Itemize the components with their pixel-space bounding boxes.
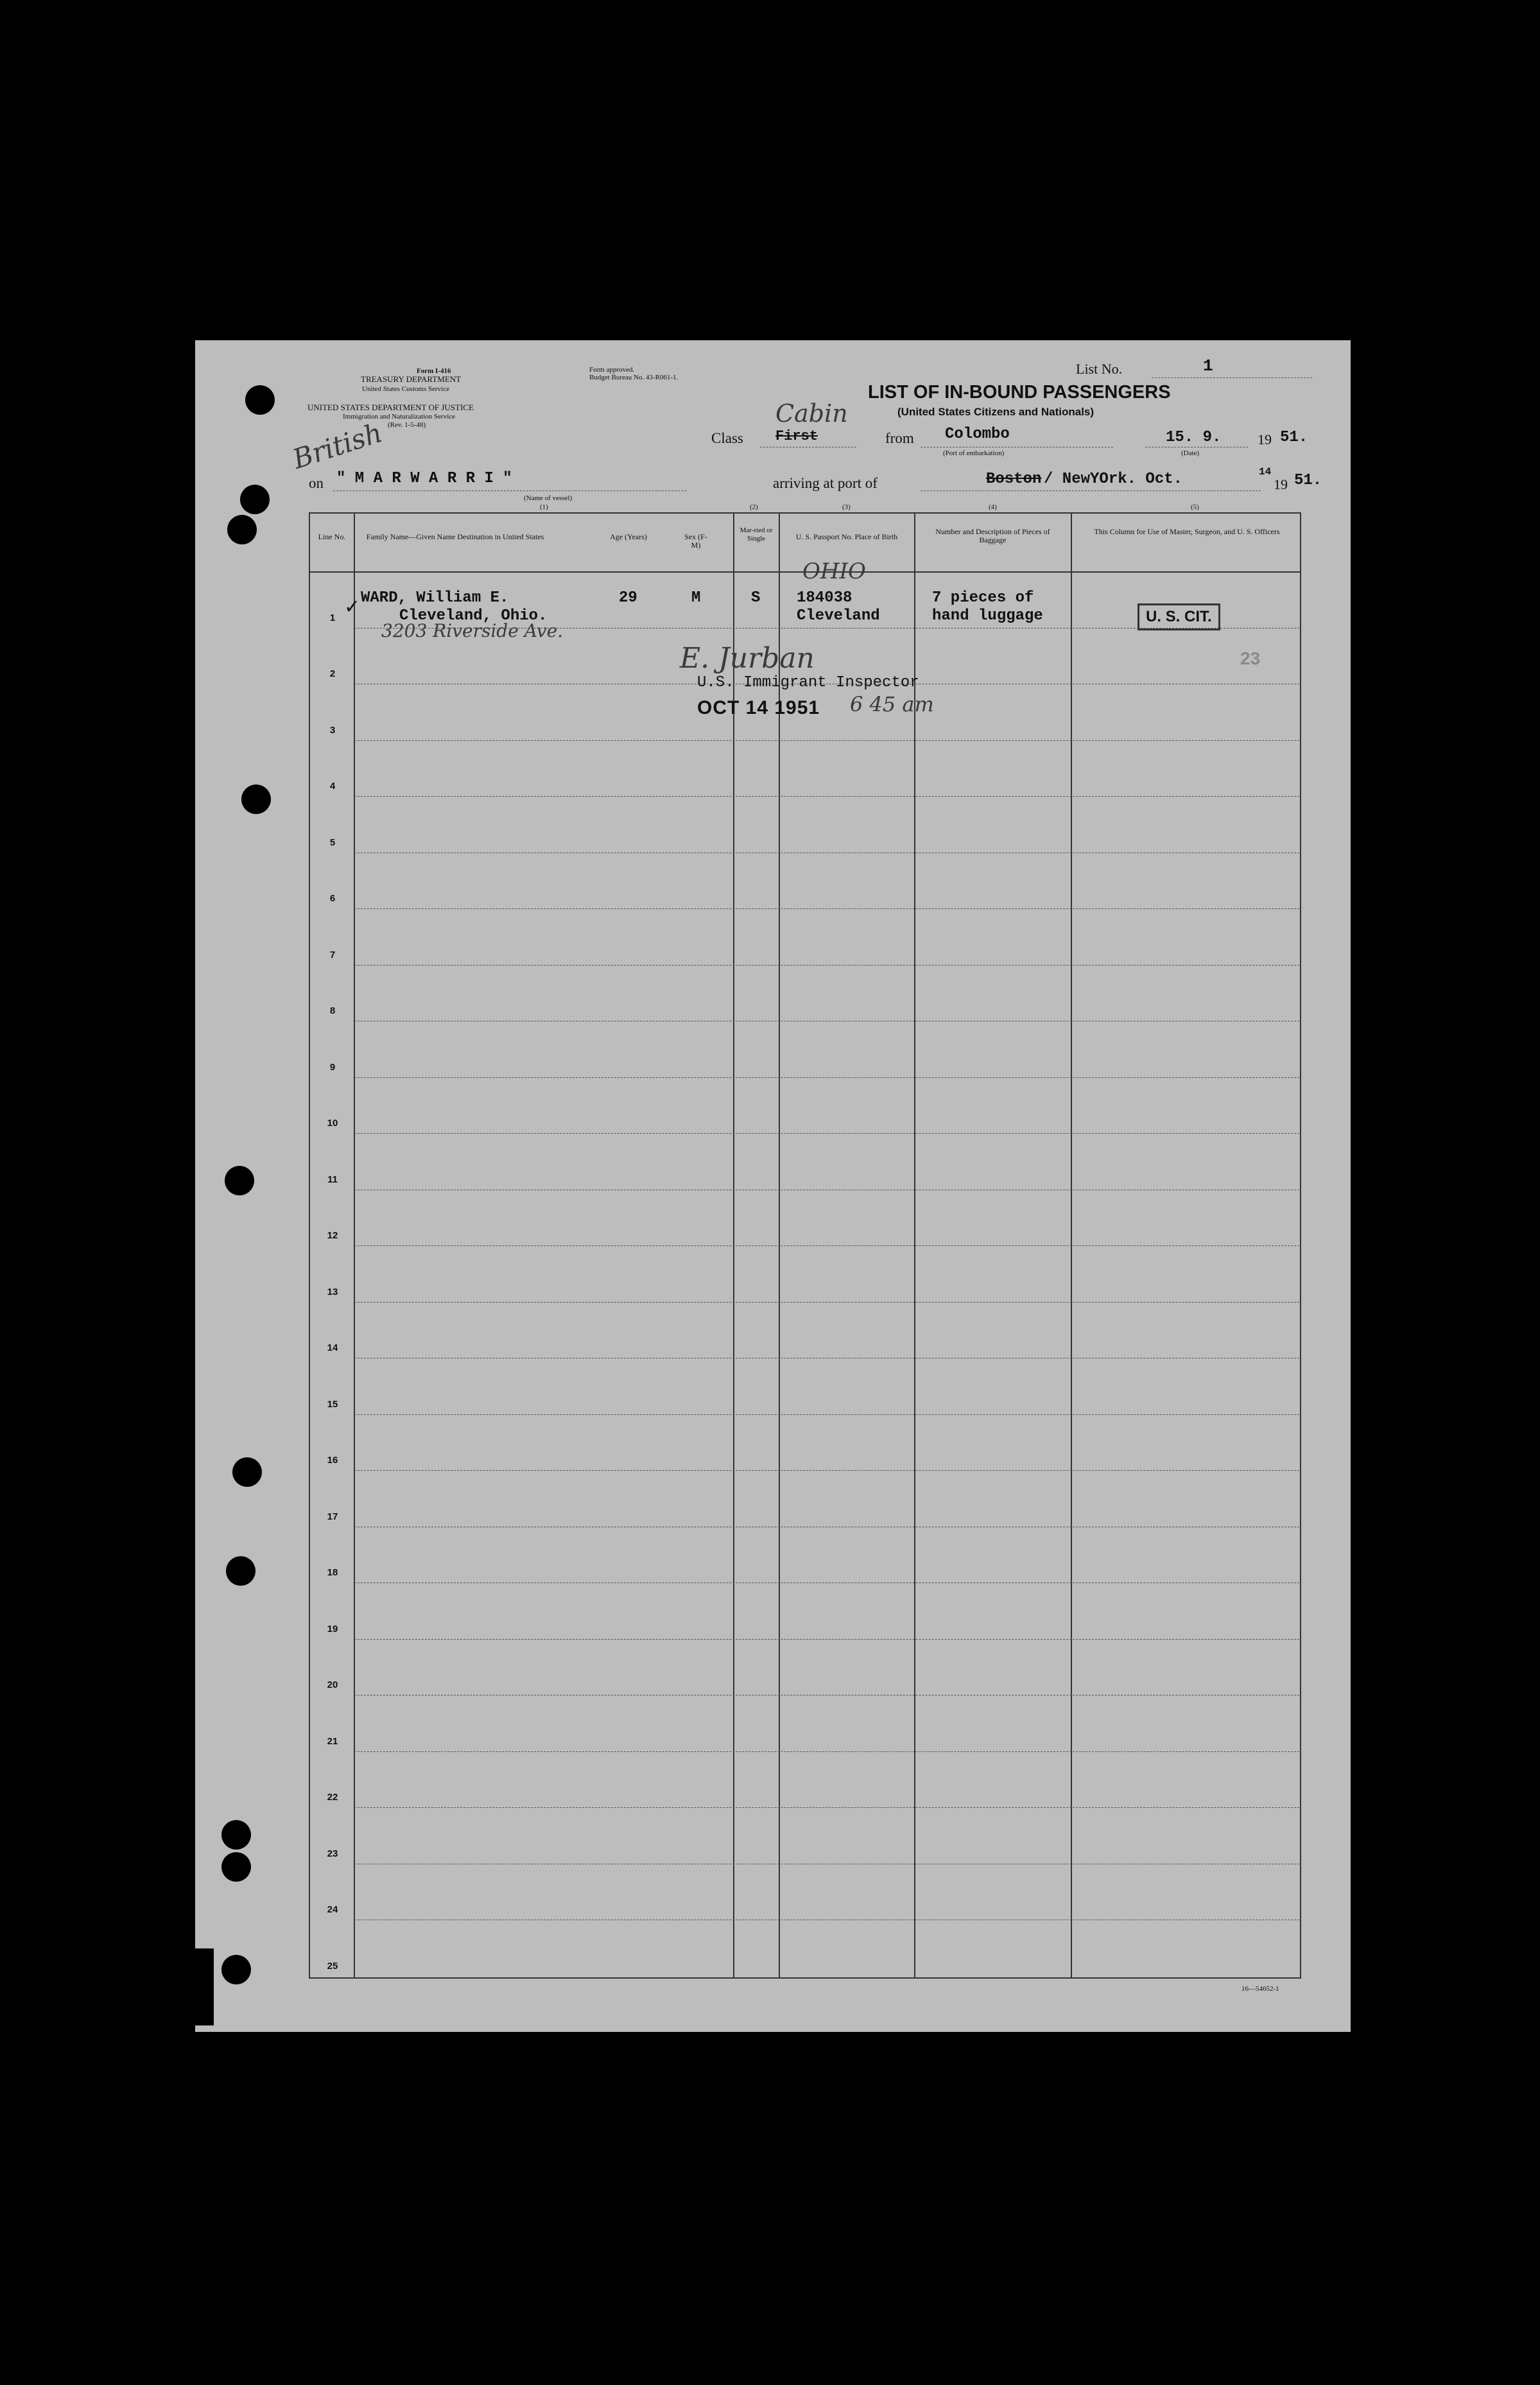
row-number: 22 bbox=[327, 1792, 338, 1803]
punch-hole bbox=[232, 1457, 262, 1487]
header-line-no: Line No. bbox=[318, 532, 346, 541]
port-arrival: / NewYOrk. Oct. bbox=[1044, 471, 1183, 488]
header-age: Age (Years) bbox=[610, 532, 647, 541]
row-number: 23 bbox=[327, 1848, 338, 1859]
row-number: 3 bbox=[329, 724, 336, 736]
punch-hole bbox=[245, 385, 275, 415]
form-approved: Form approved. bbox=[589, 366, 635, 374]
form-subtitle: (United States Citizens and Nationals) bbox=[897, 406, 1094, 418]
row-number: 17 bbox=[327, 1511, 338, 1522]
passenger-address: 3203 Riverside Ave. bbox=[381, 620, 564, 641]
row-number: 19 bbox=[327, 1623, 338, 1635]
dept-treasury-sub: United States Customs Service bbox=[362, 385, 449, 393]
date-year: 51. bbox=[1280, 429, 1308, 446]
passport-number: 184038 bbox=[797, 589, 852, 607]
form-number: Form I-416 bbox=[417, 367, 451, 375]
punch-hole bbox=[221, 1852, 251, 1882]
row-number: 21 bbox=[327, 1735, 338, 1747]
row-number: 13 bbox=[327, 1286, 338, 1297]
punch-hole bbox=[221, 1955, 251, 1984]
row-number: 5 bbox=[329, 837, 336, 848]
header-passport: U. S. Passport No. Place of Birth bbox=[795, 532, 898, 541]
form-revision: (Rev. 1-5-48) bbox=[388, 421, 426, 429]
row-number: 11 bbox=[327, 1174, 338, 1185]
row-number: 6 bbox=[329, 893, 336, 904]
dept-justice-sub: Immigration and Naturalization Service bbox=[343, 413, 456, 421]
check-mark: ✓ bbox=[344, 596, 361, 618]
row-number: 10 bbox=[327, 1118, 338, 1129]
class-label: Class bbox=[711, 430, 743, 446]
torn-corner bbox=[183, 1948, 214, 2025]
row-line bbox=[354, 1639, 1299, 1640]
class-handwritten: Cabin bbox=[775, 399, 848, 428]
dept-justice: UNITED STATES DEPARTMENT OF JUSTICE bbox=[307, 403, 474, 412]
row-line bbox=[354, 740, 1299, 741]
manifest-page bbox=[195, 340, 1351, 2032]
baggage-line-1: 7 pieces of bbox=[932, 589, 1034, 607]
us-citizen-stamp: U. S. CIT. bbox=[1138, 603, 1220, 630]
passenger-sex: M bbox=[691, 589, 701, 607]
date-caption: (Date) bbox=[1181, 449, 1200, 457]
row-line bbox=[354, 1414, 1299, 1415]
arriving-label: arriving at port of bbox=[773, 475, 878, 491]
row-line bbox=[354, 796, 1299, 797]
on-label: on bbox=[309, 475, 324, 491]
col-num-3: (3) bbox=[842, 503, 851, 511]
row-number: 24 bbox=[327, 1904, 338, 1915]
row-line bbox=[354, 1751, 1299, 1752]
row-line bbox=[354, 1077, 1299, 1078]
inspector-signature: E. Jurban bbox=[680, 642, 815, 675]
row-line bbox=[354, 1302, 1299, 1303]
col-num-5: (5) bbox=[1191, 503, 1199, 511]
row-number: 14 bbox=[327, 1342, 338, 1353]
from-label: from bbox=[885, 430, 914, 446]
row-number: 12 bbox=[327, 1230, 338, 1241]
row-line bbox=[354, 1133, 1299, 1134]
vessel-caption: (Name of vessel) bbox=[524, 494, 573, 502]
header-sex: Sex (F-M) bbox=[684, 532, 707, 550]
inspection-time: 6 45 am bbox=[850, 692, 934, 716]
list-no-label: List No. bbox=[1076, 361, 1123, 377]
punch-hole bbox=[241, 785, 271, 814]
header-officers: This Column for Use of Master, Surgeon, and U. S. Officers bbox=[1094, 527, 1280, 536]
row-line bbox=[354, 1245, 1299, 1246]
row-number: 16 bbox=[327, 1455, 338, 1466]
vessel-col-num: (1) bbox=[540, 503, 548, 511]
birthplace: Cleveland bbox=[797, 607, 880, 625]
arrival-year: 51. bbox=[1294, 472, 1322, 489]
dept-treasury: TREASURY DEPARTMENT bbox=[361, 374, 462, 384]
row-number: 1 bbox=[329, 612, 336, 623]
header-marital: Mar-ried or Single bbox=[740, 526, 773, 542]
row-number: 18 bbox=[327, 1567, 338, 1578]
port-caption: (Port of embarkation) bbox=[943, 449, 1005, 457]
passenger-age: 29 bbox=[619, 589, 637, 607]
passenger-name: WARD, William E. bbox=[361, 589, 509, 607]
col-num-2: (2) bbox=[750, 503, 758, 511]
punch-hole bbox=[227, 515, 257, 544]
row-line bbox=[354, 965, 1299, 966]
row-line bbox=[354, 908, 1299, 909]
port-struck: Boston bbox=[986, 471, 1042, 488]
inspection-date-stamp: OCT 14 1951 bbox=[697, 697, 820, 718]
list-no-value: 1 bbox=[1203, 356, 1213, 376]
handwritten-british: British bbox=[288, 417, 386, 475]
punch-hole bbox=[226, 1556, 255, 1586]
class-struck: First bbox=[775, 428, 818, 444]
row-number: 20 bbox=[327, 1679, 338, 1690]
row-number: 7 bbox=[329, 949, 336, 960]
inspector-title: U.S. Immigrant Inspector bbox=[697, 674, 919, 691]
officer-note: 23 bbox=[1240, 648, 1261, 668]
col-num-4: (4) bbox=[989, 503, 997, 511]
passenger-destination: Cleveland, Ohio. bbox=[399, 607, 548, 625]
punch-hole bbox=[221, 1820, 251, 1850]
row-number: 8 bbox=[329, 1005, 336, 1016]
punch-hole bbox=[225, 1166, 254, 1195]
budget-bureau: Budget Bureau No. 43-R061-1. bbox=[589, 374, 679, 381]
vessel-name: " M A R W A R R I " bbox=[336, 470, 512, 487]
birth-state-handwritten: OHIO bbox=[802, 559, 866, 584]
form-title: LIST OF IN-BOUND PASSENGERS bbox=[868, 382, 1171, 403]
departure-date: 15. 9. bbox=[1166, 429, 1222, 446]
port-embarkation: Colombo bbox=[945, 426, 1010, 443]
arrival-day: 14 bbox=[1259, 466, 1272, 478]
print-code: 16—54652-1 bbox=[1242, 1985, 1279, 1993]
row-line bbox=[354, 1470, 1299, 1471]
row-line bbox=[354, 1807, 1299, 1808]
punch-hole bbox=[240, 485, 270, 514]
row-line bbox=[354, 1695, 1299, 1696]
row-number: 4 bbox=[329, 781, 336, 792]
header-name: Family Name—Given Name Destination in United States bbox=[366, 532, 544, 541]
row-number: 15 bbox=[327, 1398, 338, 1410]
baggage-line-2: hand luggage bbox=[932, 607, 1043, 625]
header-baggage: Number and Description of Pieces of Baggage bbox=[935, 527, 1050, 544]
row-number: 2 bbox=[329, 668, 336, 679]
date-year-prefix: 19 bbox=[1258, 431, 1272, 447]
passenger-marital: S bbox=[751, 589, 761, 607]
row-number: 25 bbox=[327, 1960, 338, 1972]
row-number: 9 bbox=[329, 1061, 336, 1073]
arrival-year-prefix: 19 bbox=[1274, 476, 1288, 492]
